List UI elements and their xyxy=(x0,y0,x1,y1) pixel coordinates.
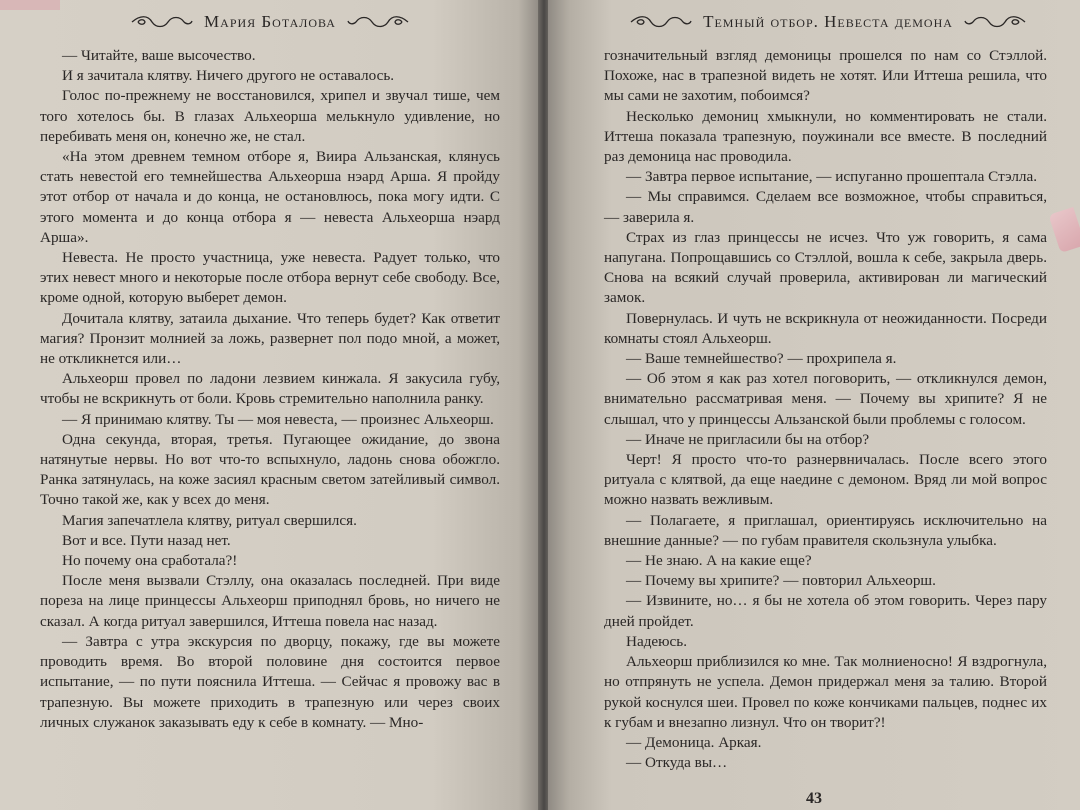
paragraph: — Не знаю. А на какие еще? xyxy=(626,552,812,570)
paragraph: — Откуда вы… xyxy=(626,754,728,772)
left-body-text xyxy=(40,46,500,733)
paragraph: — Я принимаю клятву. Ты — моя невеста, — произнес Альхеорш. xyxy=(62,410,494,428)
flourish-left-icon xyxy=(629,13,693,31)
paragraph: Черт! Я просто что-то разнервничалась. После всего этого ритуала с клятвой, да еще наедине с демоном. Вряд ли мой вопрос можно назвать вежливым. xyxy=(604,451,1047,509)
header-book-title: Темный отбор. Невеста демона xyxy=(703,12,953,31)
right-page xyxy=(548,0,1080,810)
paragraph: Дочитала клятву, затаила дыхание. Что теперь будет? Как ответит магия? Пронзит молнией за ложь, развернет пол подо мной, а может, не откликнется или… xyxy=(40,309,500,368)
paragraph: Альхеорш приблизился ко мне. Так молниеносно! Я вздрогнула, но отпрянуть не успела. Демон придержал меня за талию. Второй рукой коснулся шеи. Провел по коже кончиками пальцев, поднес их к губам и внезапно лизнул. Что он творит?! xyxy=(604,653,1047,731)
paragraph: И я зачитала клятву. Ничего другого не оставалось. xyxy=(62,67,395,85)
paragraph: Голос по-прежнему не восстановился, хрипел и звучал тише, чем того хотелось бы. В глазах Альхеорша мелькнуло удивление, но перебивать меня он, конечно же, не стал. xyxy=(40,87,500,145)
page-number: 43 xyxy=(806,790,822,807)
paragraph: Вот и все. Пути назад нет. xyxy=(62,531,231,549)
paragraph: Надеюсь. xyxy=(626,632,687,650)
paragraph: Альхеорш провел по ладони лезвием кинжала. Я закусила губу, чтобы не вскрикнуть от боли. Кровь стремительно наполнила ранку. xyxy=(40,370,500,408)
flourish-right-icon xyxy=(963,13,1027,31)
paragraph: Но почему она сработала?! xyxy=(62,552,238,570)
paragraph: гозначительный взгляд демоницы прошелся по нам со Стэллой. Похоже, нас в трапезной видеть не хотят. Или Иттеша решила, что мы сами не захотим, побоимся? xyxy=(604,47,1047,105)
paragraph: — Полагаете, я приглашал, ориентируясь исключительно на внешние данные? — по губам правителя скользнула улыбка. xyxy=(604,511,1047,549)
right-body-text xyxy=(604,46,1047,773)
paragraph: — Демоница. Аркая. xyxy=(626,733,762,751)
paragraph: — Об этом я как раз хотел поговорить, — откликнулся демон, внимательно рассматривая меня. — Почему вы хрипите? Я не слышал, что у принцессы Альзанской были проблемы с голосом. xyxy=(604,370,1047,428)
header-author: Мария Боталова xyxy=(204,12,336,31)
bookmark-tab xyxy=(1048,207,1080,253)
flourish-left-icon xyxy=(130,13,194,31)
flourish-right-icon xyxy=(346,13,410,31)
right-running-header xyxy=(618,8,1038,36)
paragraph: — Завтра первое испытание, — испуганно прошептала Стэлла. xyxy=(626,168,1038,186)
paragraph: — Ваше темнейшество? — прохрипела я. xyxy=(626,350,897,368)
paragraph: «На этом древнем темном отборе я, Виира Альзанская, клянусь стать невестой его темнейшества Альхеорша нэард Арша. Я пройду этот отбор от начала и до конца, не остановлюсь, пока могу идти. С этого момента и до конца отбора я — невеста Альхеорша нэард Арша». xyxy=(40,148,500,246)
paragraph: — Мы справимся. Сделаем все возможное, чтобы справиться, — заверила я. xyxy=(604,188,1047,226)
paragraph: Одна секунда, вторая, третья. Пугающее ожидание, до звона натянутые нервы. Но вот что-то вспыхнуло, ладонь снова обожгло. Ранка затянулась, на коже засиял красным светом затейливый символ. Точно такой же, как у всех до меня. xyxy=(40,430,500,509)
paragraph: — Почему вы хрипите? — повторил Альхеорш. xyxy=(626,572,936,590)
paragraph: Страх из глаз принцессы не исчез. Что уж говорить, я сама напугана. Попрощавшись со Стэллой, вошла к себе, закрыла дверь. Снова на всякий случай проверила, активирован ли магический замок. xyxy=(604,228,1047,307)
paragraph: — Читайте, ваше высочество. xyxy=(62,47,256,64)
paragraph: — Извините, но… я бы не хотела об этом говорить. Через пару дней пройдет. xyxy=(604,592,1047,630)
paragraph: — Иначе не пригласили бы на отбор? xyxy=(626,430,870,448)
paragraph: — Завтра с утра экскурсия по дворцу, покажу, где вы можете проводить время. Во второй половине дня состоится первое испытание, — по пути пояснила Иттеша. — Сейчас я провожу вас в трапезную. Вы можете приходить в трапезную или через своих личных служанок заказывать еду к себе в комнату. — Мно- xyxy=(40,632,500,731)
paragraph: После меня вызвали Стэллу, она оказалась последней. При виде пореза на лице принцессы Альхеорш приподнял бровь, но ничего не сказал. А когда ритуал завершился, Иттеша повела нас назад. xyxy=(40,572,500,630)
paragraph: Повернулась. И чуть не вскрикнула от неожиданности. Посреди комнаты стоял Альхеорш. xyxy=(604,309,1047,347)
paragraph: Несколько демониц хмыкнули, но комментировать не стали. Иттеша показала трапезную, поужинали все вместе. В последний раз демоница нас проводила. xyxy=(604,107,1047,166)
left-running-header xyxy=(110,8,430,36)
paragraph: Магия запечатлела клятву, ритуал свершился. xyxy=(62,511,357,529)
paragraph: Невеста. Не просто участница, уже невеста. Радует только, что этих невест много и некоторые после отбора вернут себе свободу. Все, кроме одной, которую выберет демон. xyxy=(40,249,500,307)
bookmark-edge xyxy=(0,0,60,10)
